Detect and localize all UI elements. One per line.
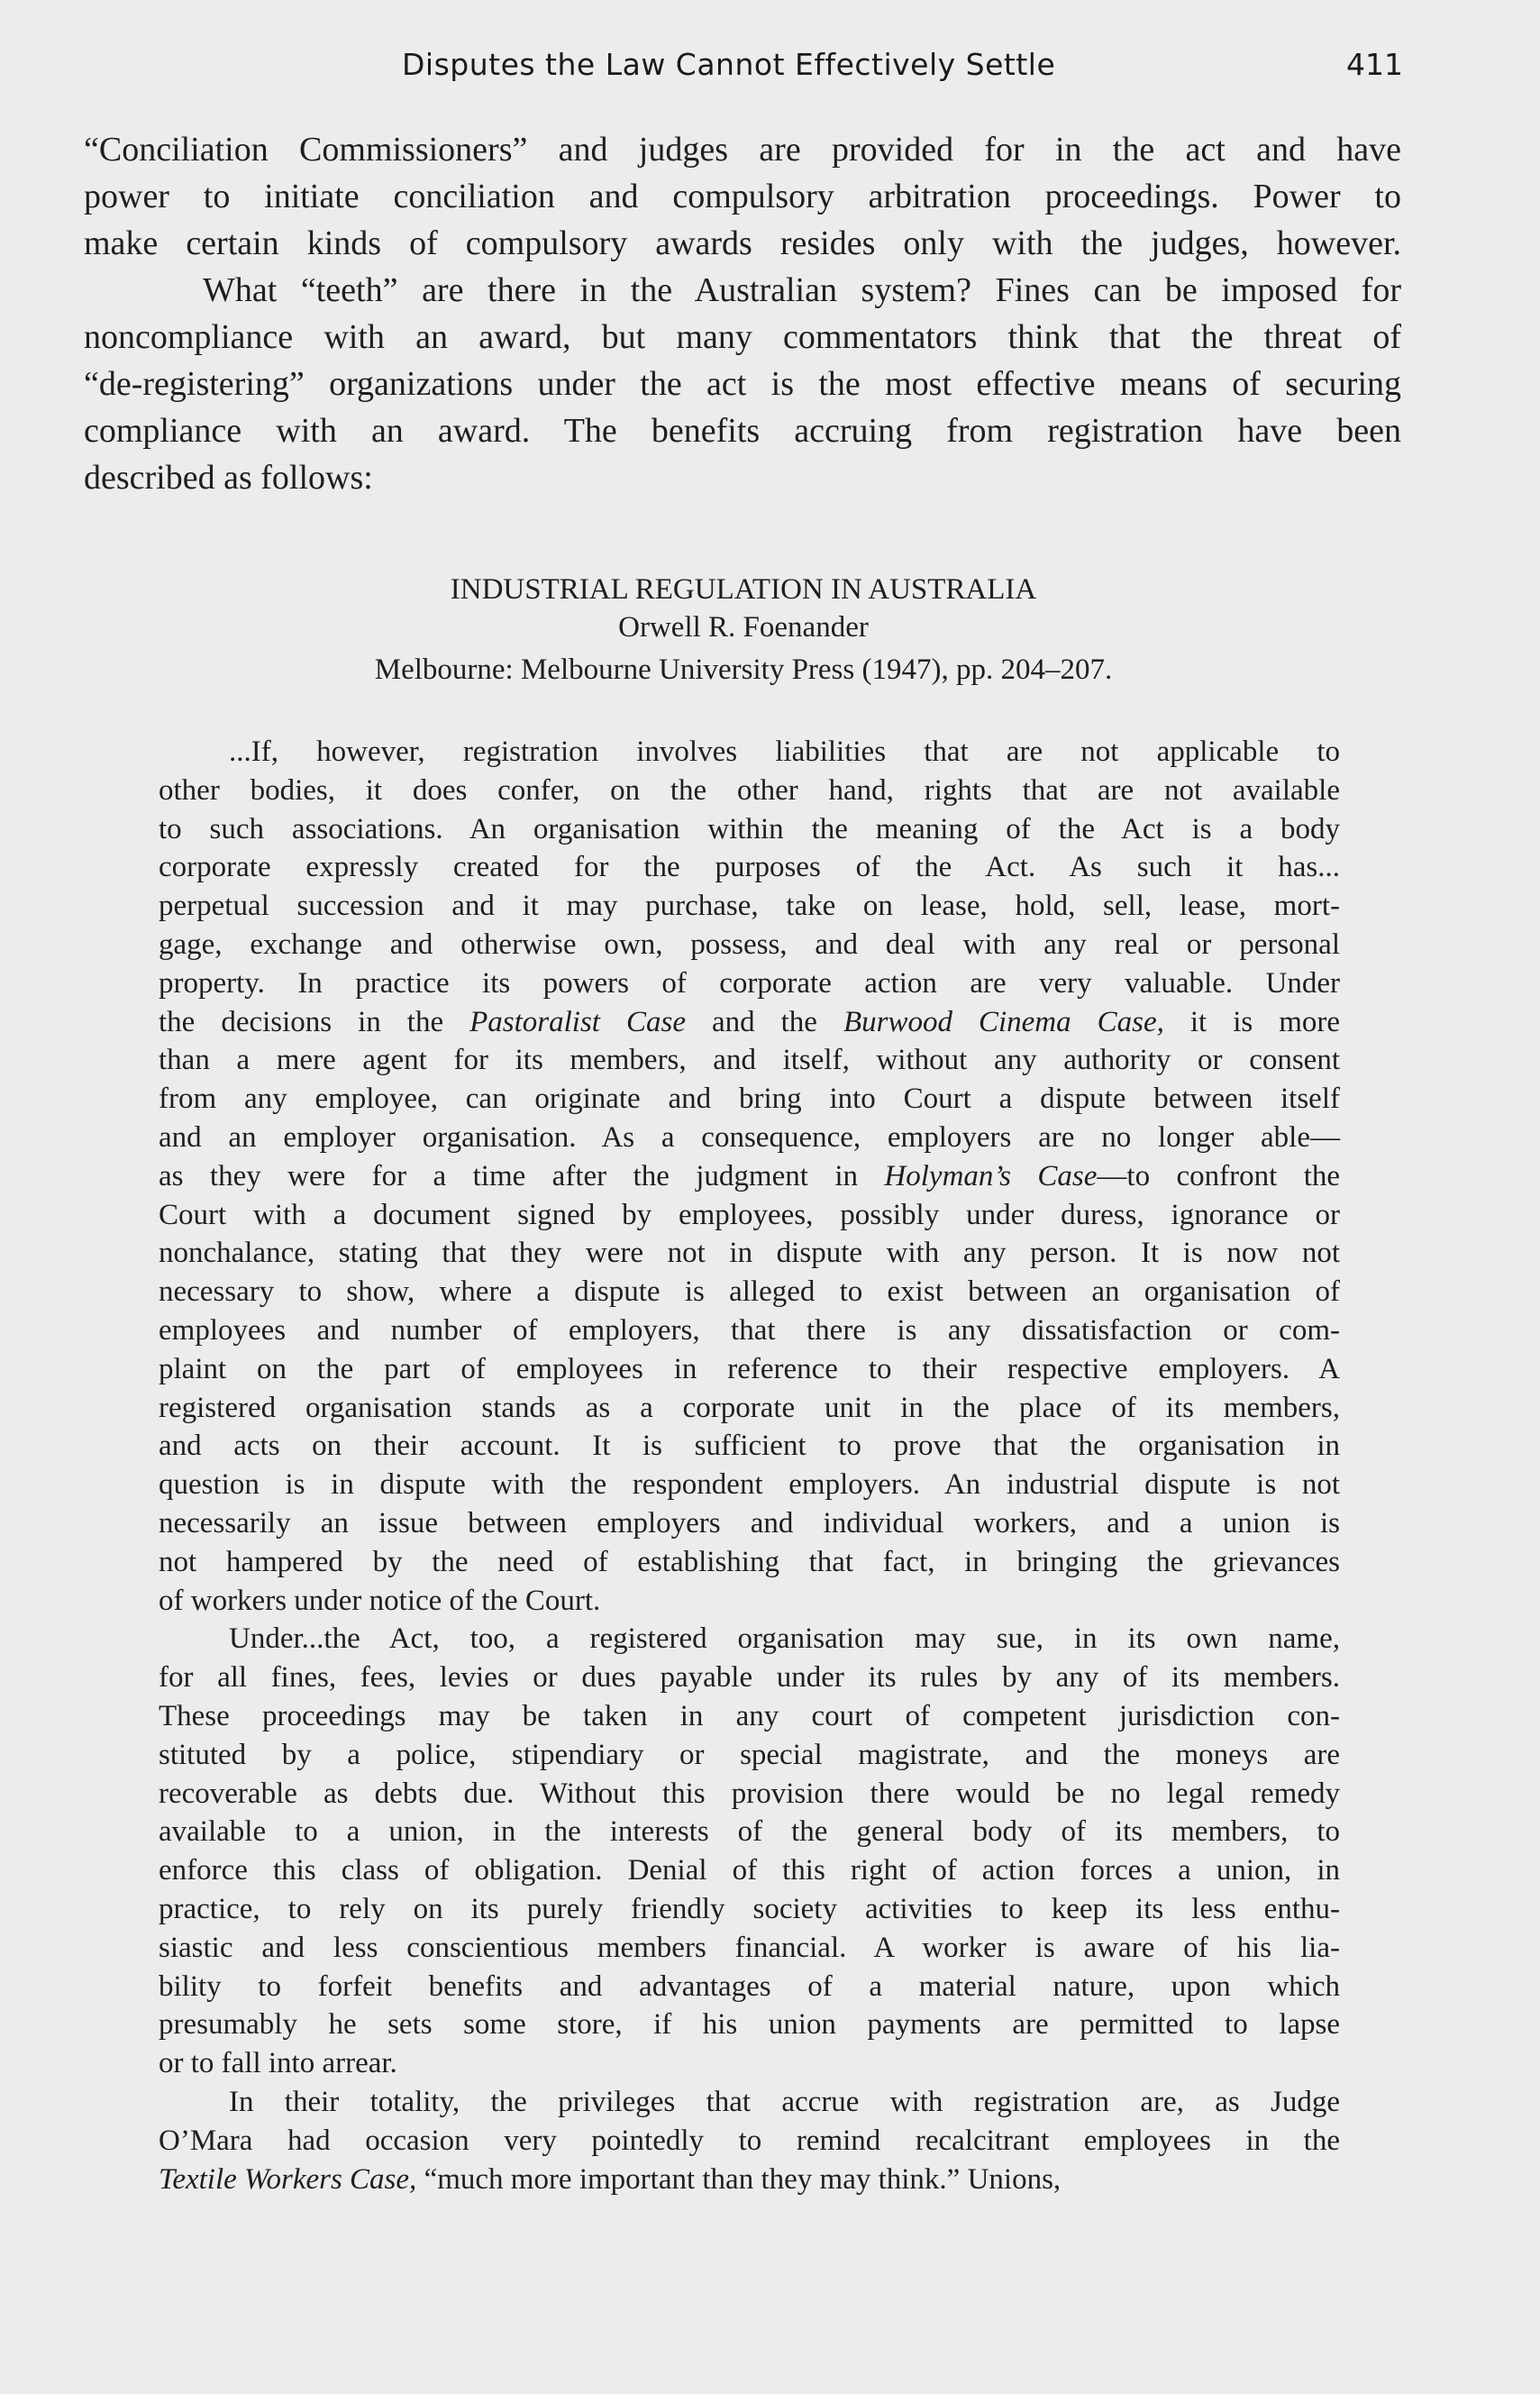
quote-line [159,1658,1340,1697]
case-name: Burwood Cinema Case, [843,1005,1164,1038]
quote-line [159,1736,1340,1775]
text-run: In their totality, the privileges that accrue with registration are, as Judge [229,2086,1340,2118]
text-run: plaint on the part of employees in reference to their respective employers. A [159,1352,1340,1385]
case-name: Textile Workers Case, [159,2162,417,2196]
quote-line [159,810,1340,849]
text-run: These proceedings may be taken in any court of competent jurisdiction con- [159,1700,1340,1732]
text-run: and acts on their account. It is sufficient to prove that the organisation in [159,1430,1340,1463]
text-run: practice, to rely on its purely friendly society activities to keep its less enthu- [159,1893,1340,1925]
text-run: as they were for a time after the judgment in [159,1159,885,1192]
quote-line [159,1504,1340,1543]
quote-line [159,1543,1340,1582]
text-run: nonchalance, stating that they were not in dispute with any person. It is now not [159,1237,1340,1270]
quote-line [159,2006,1340,2044]
body-line: described as follows: [84,459,373,497]
text-run: and the [685,1005,843,1038]
quote-line [159,1080,1340,1119]
text-run: corporate expressly created for the purposes of the Act. As such it has... [159,851,1340,884]
quote-line [229,733,1340,772]
text-run: for all fines, fees, levies or dues payable under its rules by any of its members. [159,1661,1340,1695]
text-run: than a mere agent for its members, and itself, without any authority or consent [159,1044,1340,1077]
text-run: ...If, however, registration involves liabilities that are not applicable to [229,736,1340,768]
text-run: gage, exchange and otherwise own, possess, and deal with any real or personal [159,928,1340,961]
text-run: from any employee, can originate and bring into Court a dispute between itself [159,1083,1340,1116]
quote-line [159,1466,1340,1504]
quote-line [159,2122,1340,2161]
text-run: available to a union, in the interests of the general body of its members, to [159,1815,1340,1849]
quote-line [159,848,1340,887]
text-run: necessarily an issue between employers and individual workers, and a union is [159,1507,1340,1540]
quote-line [229,2083,1340,2122]
running-head: Disputes the Law Cannot Effectively Settle [402,47,1056,82]
quote-line [229,1620,1340,1658]
quote-line [159,772,1340,810]
text-run: siastic and less conscientious members financial. A worker is aware of his lia- [159,1931,1340,1964]
quote-line [159,926,1340,964]
text-run: “much more important than they may think.” Unions, [416,2162,1062,2196]
quote-line [159,887,1340,926]
body-line: make certain kinds of compulsory awards resides only with the judges, however. [84,224,1401,262]
source-title: INDUSTRIAL REGULATION IN AUSTRALIA [450,573,1037,606]
body-line: What “teeth” are there in the Australian system? Fines can be imposed for [203,271,1401,309]
text-run: question is in dispute with the respondent employers. An industrial dispute is not [159,1468,1340,1502]
text-run: perpetual succession and it may purchase, take on lease, hold, sell, lease, mort- [159,890,1340,923]
text-run: the decisions in the [159,1005,470,1038]
quote-line [159,964,1340,1003]
quote-line [159,1350,1340,1389]
body-line: noncompliance with an award, but many commentators think that the threat of [84,318,1401,356]
text-run: employees and number of employers, that there is any dissatisfaction or com- [159,1314,1340,1347]
text-run: Under...the Act, too, a registered organisation may sue, in its own name, [229,1622,1340,1656]
quote-line [159,1041,1340,1080]
text-run: recoverable as debts due. Without this provision there would be no legal remedy [159,1777,1340,1810]
text-run: it is more [1163,1005,1341,1038]
text-run: O’Mara had occasion very pointedly to remind recalcitrant employees in the [159,2124,1340,2157]
quote-line [159,1813,1340,1851]
quote-line [159,2044,1340,2083]
text-run: property. In practice its powers of corporate action are very valuable. Under [159,966,1340,1000]
text-run: Court with a document signed by employees, possibly under duress, ignorance or [159,1198,1340,1231]
case-name: Pastoralist Case [469,1005,686,1038]
quote-line [159,1929,1340,1968]
text-run: to such associations. An organisation within the meaning of the Act is a body [159,812,1340,845]
quote-line [159,1119,1340,1157]
text-run: —to confront the [1097,1159,1341,1192]
quote-line [159,1890,1340,1929]
source-author: Orwell R. Foenander [618,611,869,644]
text-run: or to fall into arrear. [159,2047,397,2080]
page-number: 411 [1346,47,1403,82]
body-line: “Conciliation Commissioners” and judges are provided for in the act and have [84,131,1401,169]
body-line: “de-registering” organizations under the act is the most effective means of securing [84,365,1401,403]
body-line: compliance with an award. The benefits accruing from registration have been [84,412,1401,450]
text-run: registered organisation stands as a corporate unit in the place of its members, [159,1391,1340,1424]
text-run: presumably he sets some store, if his union payments are permitted to lapse [159,2008,1340,2042]
text-run: of workers under notice of the Court. [159,1584,601,1617]
text-run: stituted by a police, stipendiary or special magistrate, and the moneys are [159,1738,1340,1771]
quote-line [159,2161,1340,2199]
quote-line [159,1697,1340,1736]
text-run: not hampered by the need of establishing that fact, in bringing the grievances [159,1545,1340,1578]
quote-line [159,1427,1340,1466]
quote-line [159,1311,1340,1350]
quote-line [159,1003,1340,1042]
quote-line [159,1775,1340,1814]
body-line: power to initiate conciliation and compulsory arbitration proceedings. Power to [84,178,1401,215]
quote-line [159,1389,1340,1428]
case-name: Holyman’s Case [884,1159,1098,1192]
quote-line [159,1196,1340,1235]
quote-line [159,1157,1340,1196]
text-run: other bodies, it does confer, on the other hand, rights that are not available [159,773,1340,807]
quote-line [159,1582,1340,1621]
source-publication: Melbourne: Melbourne University Press (1947), pp. 204–207. [374,653,1113,686]
quote-line [159,1968,1340,2006]
text-run: enforce this class of obligation. Denial of this right of action forces a union, in [159,1854,1340,1887]
text-run: necessary to show, where a dispute is alleged to exist between an organisation of [159,1275,1340,1309]
quote-line [159,1851,1340,1890]
text-run: bility to forfeit benefits and advantages of a material nature, upon which [159,1969,1340,2003]
quote-line [159,1234,1340,1273]
quote-line [159,1273,1340,1311]
text-run: and an employer organisation. As a consequence, employers are no longer able— [159,1121,1340,1154]
